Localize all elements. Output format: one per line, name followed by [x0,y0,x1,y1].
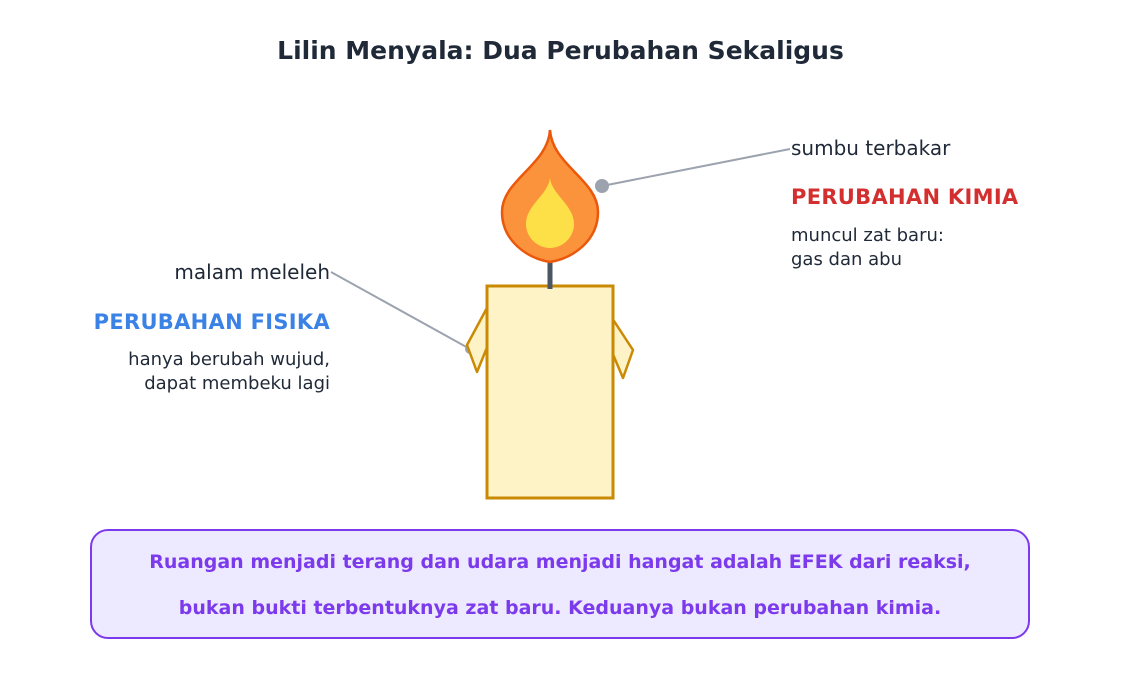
physical-label: malam meleleh [174,260,330,284]
physical-desc-line2: dapat membeku lagi [144,373,330,394]
chemical-desc-line1: muncul zat baru: [791,225,944,246]
candle-body [487,286,613,498]
chemical-leader-line [602,149,790,186]
chemical-desc-line2: gas dan abu [791,249,903,270]
wax-drip-left [467,306,488,372]
chemical-leader-dot [595,179,609,193]
note-line2: bukan bukti terbentuknya zat baru. Keduanya bukan perubahan kimia. [178,597,942,619]
physical-desc-line1: hanya berubah wujud, [128,349,330,370]
diagram-title: Lilin Menyala: Dua Perubahan Sekaligus [277,36,844,65]
chemical-label: sumbu terbakar [791,136,951,160]
wax-drip-right [612,318,633,378]
physical-heading: PERUBAHAN FISIKA [93,310,330,334]
note-box [90,529,1030,639]
chemical-heading: PERUBAHAN KIMIA [791,185,1019,209]
physical-leader-line [331,272,470,349]
note-line1: Ruangan menjadi terang dan udara menjadi hangat adalah EFEK dari reaksi, [149,551,971,573]
